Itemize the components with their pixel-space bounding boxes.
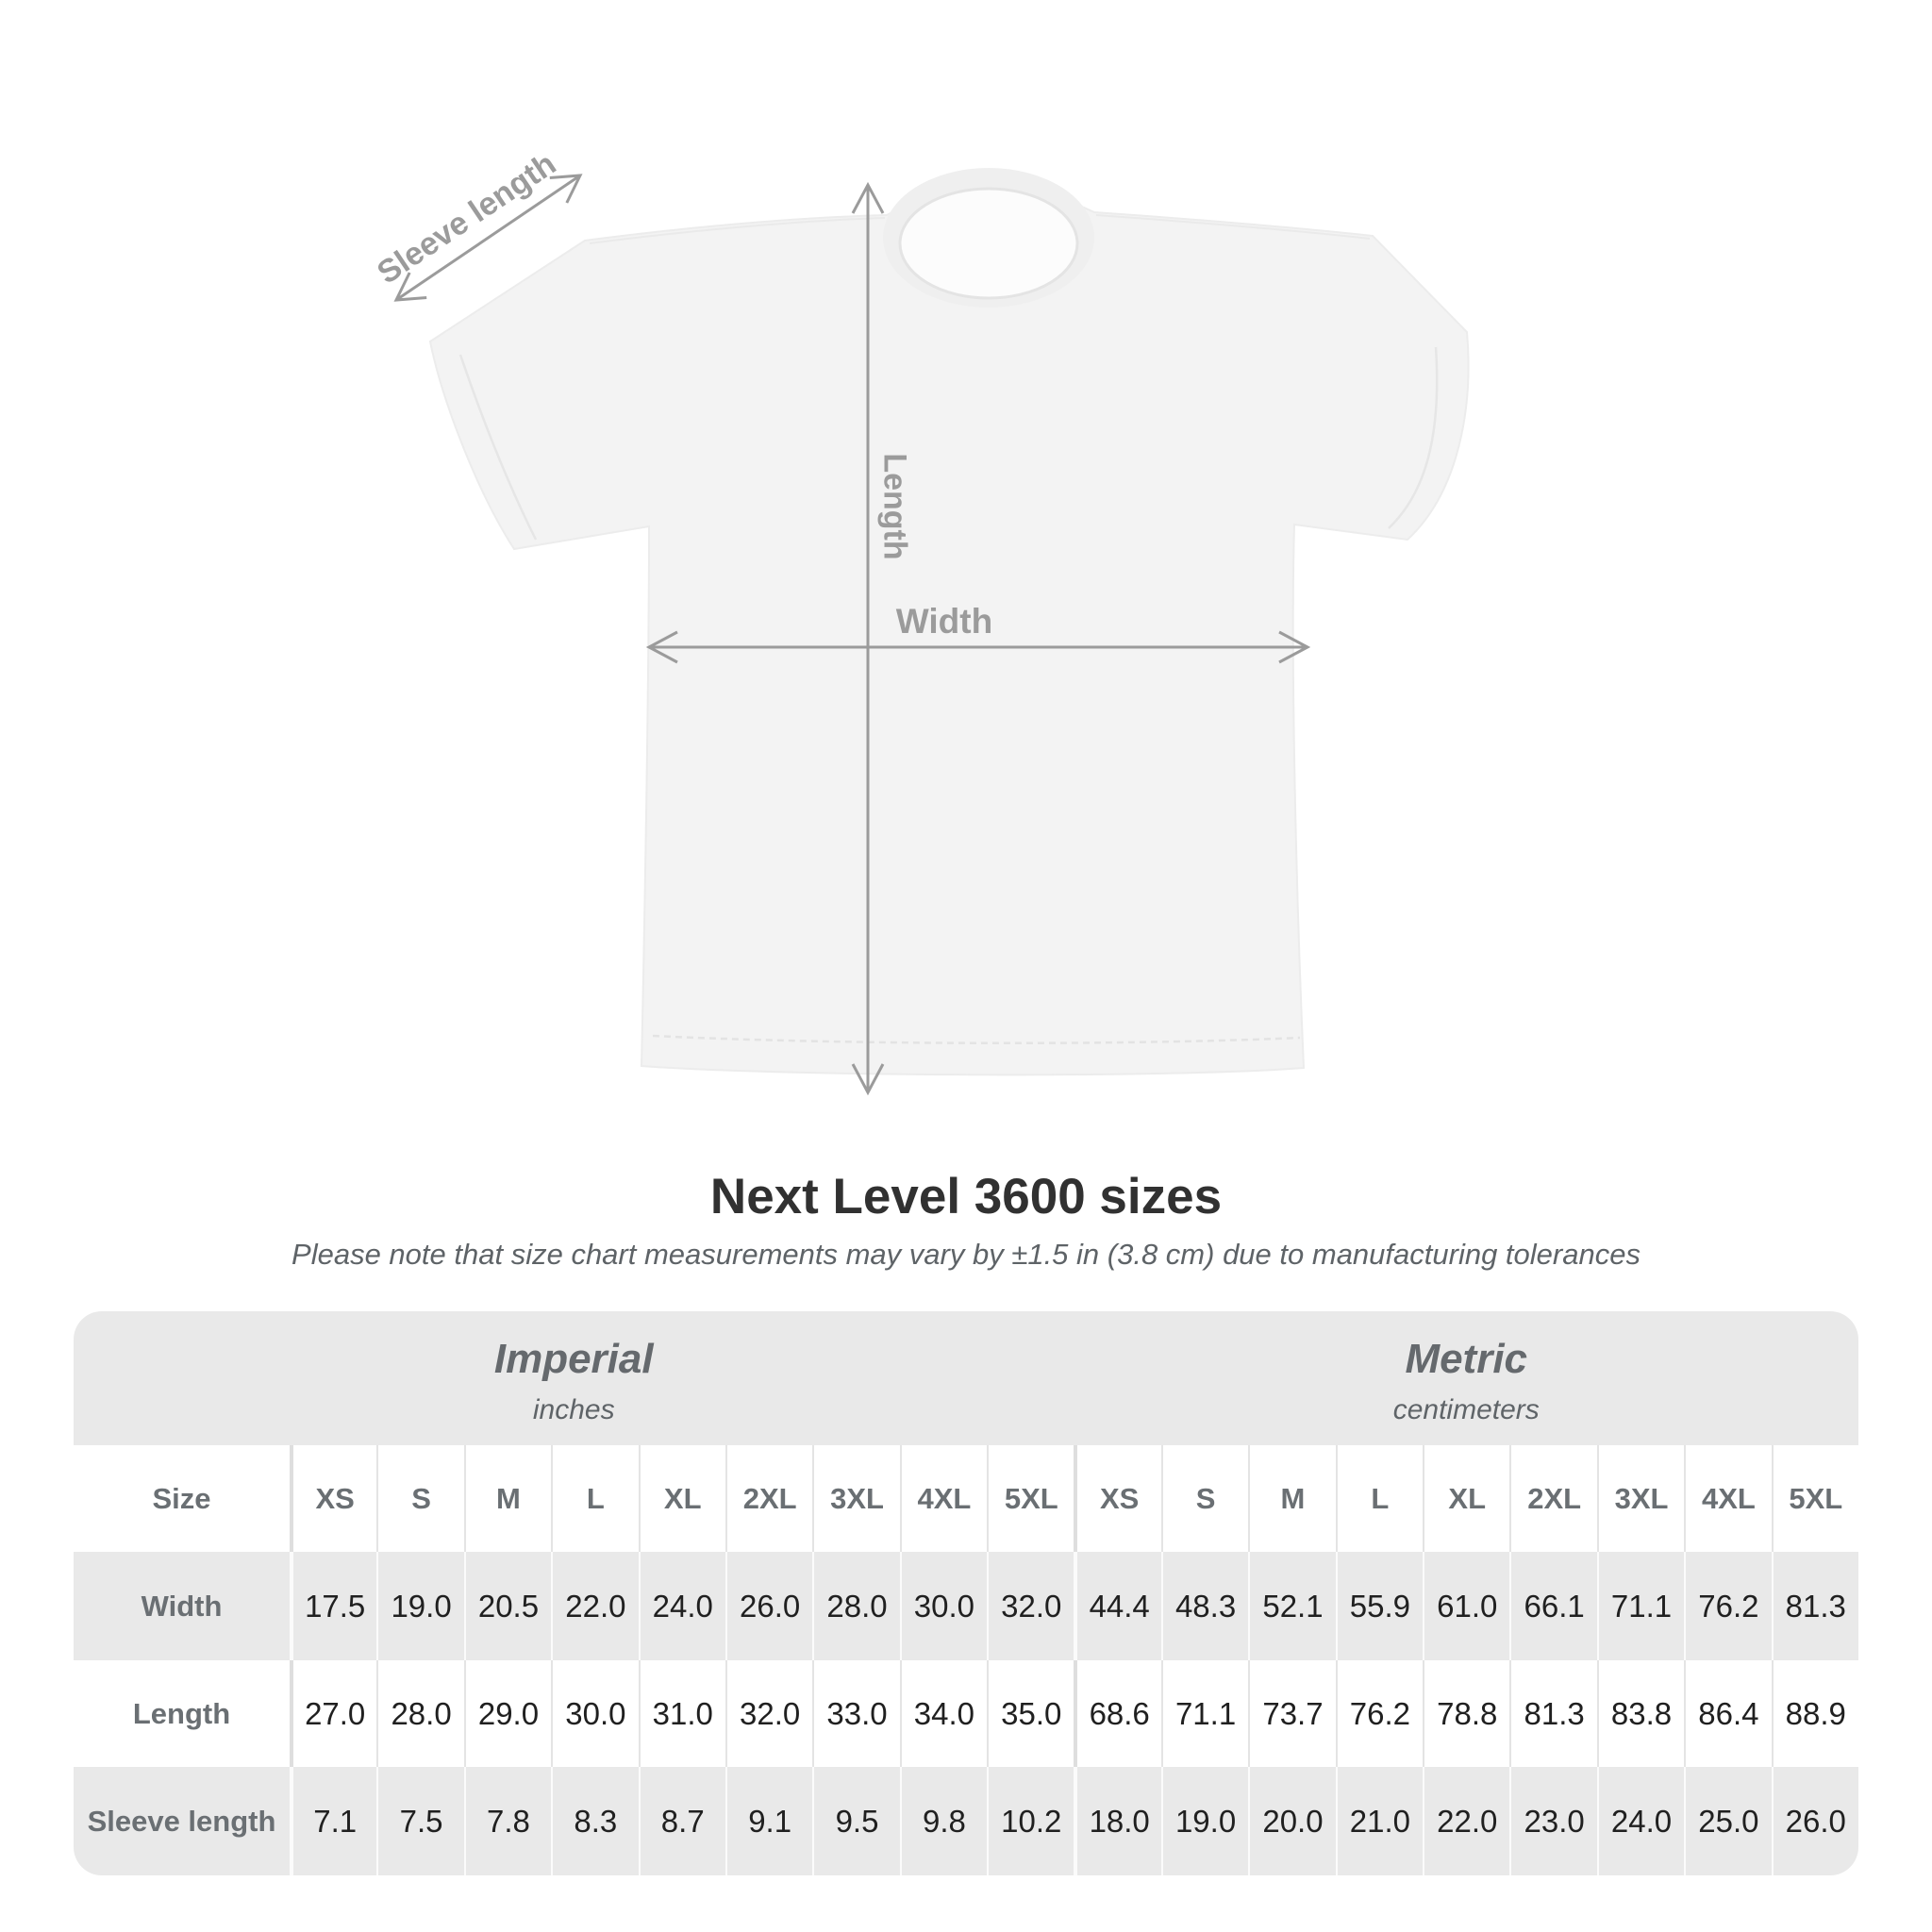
imperial-unit: inches bbox=[532, 1394, 615, 1425]
length-row-label: Length bbox=[74, 1660, 290, 1767]
sleeve-imperial-value: 9.1 bbox=[725, 1767, 812, 1875]
imperial-size-header: 4XL bbox=[900, 1445, 987, 1552]
metric-unit: centimeters bbox=[1392, 1394, 1540, 1425]
sleeve-metric-value: 25.0 bbox=[1684, 1767, 1771, 1875]
sleeve-imperial-value: 8.3 bbox=[551, 1767, 638, 1875]
sleeve-metric-value: 26.0 bbox=[1772, 1767, 1858, 1875]
width-metric-value: 48.3 bbox=[1161, 1552, 1248, 1660]
width-imperial-value: 17.5 bbox=[290, 1552, 376, 1660]
length-metric-value: 86.4 bbox=[1684, 1660, 1771, 1767]
metric-size-header: 5XL bbox=[1772, 1445, 1858, 1552]
collar-inner bbox=[900, 189, 1077, 298]
sleeve-imperial-value: 9.5 bbox=[812, 1767, 899, 1875]
imperial-section-header bbox=[74, 1311, 1074, 1445]
width-metric-value: 52.1 bbox=[1248, 1552, 1335, 1660]
length-metric-value: 68.6 bbox=[1074, 1660, 1160, 1767]
imperial-size-header: XS bbox=[290, 1445, 376, 1552]
length-imperial-value: 33.0 bbox=[812, 1660, 899, 1767]
width-imperial-value: 32.0 bbox=[987, 1552, 1074, 1660]
width-imperial-value: 30.0 bbox=[900, 1552, 987, 1660]
length-imperial-value: 29.0 bbox=[464, 1660, 551, 1767]
imperial-size-header: L bbox=[551, 1445, 638, 1552]
size-column-header: Size bbox=[74, 1445, 290, 1552]
sleeve-metric-value: 20.0 bbox=[1248, 1767, 1335, 1875]
imperial-size-header: 5XL bbox=[987, 1445, 1074, 1552]
metric-size-header: 2XL bbox=[1509, 1445, 1596, 1552]
width-metric-value: 61.0 bbox=[1423, 1552, 1509, 1660]
sleeve-imperial-value: 7.1 bbox=[290, 1767, 376, 1875]
sleeve-length-label: Sleeve length bbox=[371, 145, 563, 291]
imperial-size-header: M bbox=[464, 1445, 551, 1552]
length-imperial-value: 34.0 bbox=[900, 1660, 987, 1767]
width-imperial-value: 28.0 bbox=[812, 1552, 899, 1660]
width-imperial-value: 19.0 bbox=[376, 1552, 463, 1660]
metric-title: Metric bbox=[1405, 1336, 1528, 1382]
sleeve-metric-value: 21.0 bbox=[1336, 1767, 1423, 1875]
page-title: Next Level 3600 sizes bbox=[709, 1169, 1223, 1224]
length-imperial-value: 30.0 bbox=[551, 1660, 638, 1767]
tolerance-note: Please note that size chart measurements may vary by ±1.5 in (3.8 cm) due to manufacturing tolerances bbox=[291, 1238, 1641, 1271]
length-metric-value: 83.8 bbox=[1597, 1660, 1684, 1767]
width-imperial-value: 24.0 bbox=[639, 1552, 725, 1660]
length-imperial-value: 27.0 bbox=[290, 1660, 376, 1767]
imperial-title: Imperial bbox=[493, 1336, 654, 1382]
sleeve-imperial-value: 7.8 bbox=[464, 1767, 551, 1875]
sleeve-metric-value: 24.0 bbox=[1597, 1767, 1684, 1875]
metric-size-header: M bbox=[1248, 1445, 1335, 1552]
length-metric-value: 76.2 bbox=[1336, 1660, 1423, 1767]
imperial-size-header: 2XL bbox=[725, 1445, 812, 1552]
imperial-size-header: XL bbox=[639, 1445, 725, 1552]
sleeve-metric-value: 22.0 bbox=[1423, 1767, 1509, 1875]
sleeve-length-row-label: Sleeve length bbox=[87, 1804, 276, 1838]
width-imperial-value: 20.5 bbox=[464, 1552, 551, 1660]
width-metric-value: 71.1 bbox=[1597, 1552, 1684, 1660]
width-metric-value: 76.2 bbox=[1684, 1552, 1771, 1660]
sleeve-imperial-value: 7.5 bbox=[376, 1767, 463, 1875]
length-imperial-value: 32.0 bbox=[725, 1660, 812, 1767]
sleeve-metric-value: 23.0 bbox=[1509, 1767, 1596, 1875]
length-imperial-value: 28.0 bbox=[376, 1660, 463, 1767]
length-imperial-value: 35.0 bbox=[987, 1660, 1074, 1767]
metric-size-header: 3XL bbox=[1597, 1445, 1684, 1552]
imperial-size-header: 3XL bbox=[812, 1445, 899, 1552]
sleeve-imperial-value: 10.2 bbox=[987, 1767, 1074, 1875]
sleeve-imperial-value: 9.8 bbox=[900, 1767, 987, 1875]
imperial-size-header: S bbox=[376, 1445, 463, 1552]
length-metric-value: 88.9 bbox=[1772, 1660, 1858, 1767]
sleeve-metric-value: 19.0 bbox=[1161, 1767, 1248, 1875]
size-table bbox=[74, 1311, 1858, 1875]
width-metric-value: 44.4 bbox=[1074, 1552, 1160, 1660]
length-metric-value: 71.1 bbox=[1161, 1660, 1248, 1767]
metric-size-header: S bbox=[1161, 1445, 1248, 1552]
metric-size-header: L bbox=[1336, 1445, 1423, 1552]
length-imperial-value: 31.0 bbox=[639, 1660, 725, 1767]
width-metric-value: 81.3 bbox=[1772, 1552, 1858, 1660]
length-metric-value: 73.7 bbox=[1248, 1660, 1335, 1767]
metric-section-header bbox=[1074, 1311, 1858, 1445]
metric-size-header: XS bbox=[1074, 1445, 1160, 1552]
sleeve-imperial-value: 8.7 bbox=[639, 1767, 725, 1875]
width-row-label: Width bbox=[141, 1589, 223, 1623]
metric-size-header: 4XL bbox=[1684, 1445, 1771, 1552]
width-metric-value: 55.9 bbox=[1336, 1552, 1423, 1660]
length-label: Length bbox=[876, 453, 913, 560]
width-label: Width bbox=[895, 602, 993, 641]
width-metric-value: 66.1 bbox=[1509, 1552, 1596, 1660]
sleeve-metric-value: 18.0 bbox=[1074, 1767, 1160, 1875]
metric-size-header: XL bbox=[1423, 1445, 1509, 1552]
length-metric-value: 78.8 bbox=[1423, 1660, 1509, 1767]
length-metric-value: 81.3 bbox=[1509, 1660, 1596, 1767]
width-imperial-value: 26.0 bbox=[725, 1552, 812, 1660]
width-imperial-value: 22.0 bbox=[551, 1552, 638, 1660]
